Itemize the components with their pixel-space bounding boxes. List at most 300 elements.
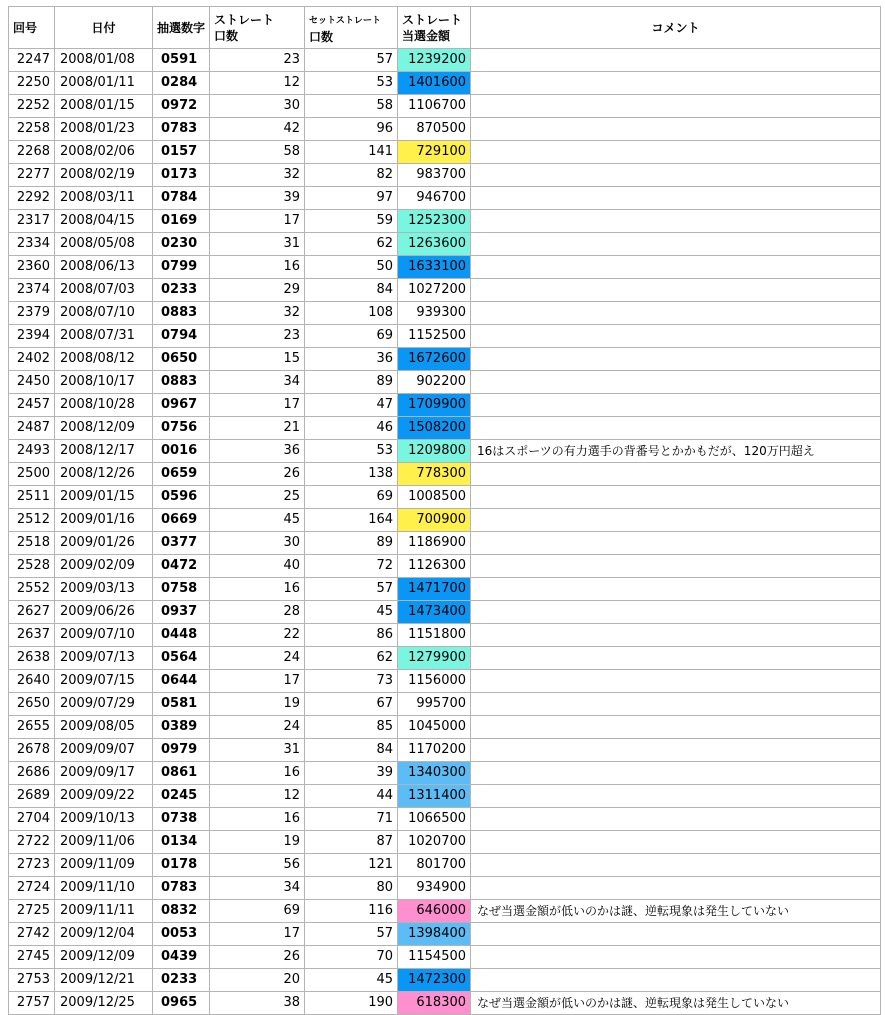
cell-date: 2009/09/17 [55,762,153,785]
cell-comment [471,72,881,95]
header-straight-count-line1: ストレート [214,12,275,27]
cell-set-straight-count: 96 [305,118,398,141]
cell-round: 2637 [9,624,55,647]
cell-straight-prize: 801700 [398,854,471,877]
header-straight-prize-line2: 当選金額 [402,28,451,43]
cell-straight-count: 17 [210,210,305,233]
cell-straight-count: 25 [210,486,305,509]
cell-date: 2009/07/29 [55,693,153,716]
cell-straight-count: 58 [210,141,305,164]
cell-set-straight-count: 82 [305,164,398,187]
cell-date: 2008/01/11 [55,72,153,95]
cell-date: 2009/11/11 [55,900,153,923]
cell-straight-prize: 1020700 [398,831,471,854]
cell-straight-count: 31 [210,233,305,256]
cell-number: 0157 [153,141,210,164]
cell-round: 2268 [9,141,55,164]
cell-round: 2638 [9,647,55,670]
table-row [9,762,881,785]
cell-set-straight-count: 53 [305,440,398,463]
cell-comment [471,509,881,532]
cell-number: 0979 [153,739,210,762]
table-row [9,325,881,348]
cell-date: 2009/01/15 [55,486,153,509]
cell-set-straight-count: 53 [305,72,398,95]
cell-round: 2511 [9,486,55,509]
cell-number: 0783 [153,118,210,141]
cell-set-straight-count: 73 [305,670,398,693]
table-row [9,256,881,279]
cell-round: 2745 [9,946,55,969]
cell-comment [471,601,881,624]
cell-comment [471,555,881,578]
cell-date: 2009/12/09 [55,946,153,969]
cell-straight-count: 22 [210,624,305,647]
cell-date: 2008/07/31 [55,325,153,348]
cell-round: 2252 [9,95,55,118]
cell-set-straight-count: 97 [305,187,398,210]
cell-date: 2009/03/13 [55,578,153,601]
cell-number: 0284 [153,72,210,95]
cell-number: 0245 [153,785,210,808]
table-row [9,394,881,417]
cell-date: 2008/07/03 [55,279,153,302]
cell-number: 0758 [153,578,210,601]
cell-number: 0439 [153,946,210,969]
cell-date: 2008/12/09 [55,417,153,440]
table-row [9,371,881,394]
table-row [9,946,881,969]
cell-set-straight-count: 47 [305,394,398,417]
cell-set-straight-count: 164 [305,509,398,532]
cell-round: 2757 [9,992,55,1015]
cell-number: 0883 [153,302,210,325]
cell-straight-prize: 1279900 [398,647,471,670]
cell-set-straight-count: 57 [305,923,398,946]
header-straight-count-line2: 口数 [214,28,239,43]
cell-date: 2008/08/12 [55,348,153,371]
table-row [9,624,881,647]
cell-comment: なぜ当選金額が低いのかは謎、逆転現象は発生していない [471,992,881,1015]
table-row [9,900,881,923]
cell-straight-count: 24 [210,647,305,670]
cell-round: 2317 [9,210,55,233]
table-row [9,118,881,141]
cell-straight-prize: 1209800 [398,440,471,463]
cell-straight-count: 26 [210,946,305,969]
cell-comment [471,624,881,647]
cell-round: 2394 [9,325,55,348]
cell-date: 2008/10/28 [55,394,153,417]
cell-straight-prize: 934900 [398,877,471,900]
cell-date: 2008/04/15 [55,210,153,233]
cell-round: 2742 [9,923,55,946]
cell-set-straight-count: 58 [305,95,398,118]
table-row [9,187,881,210]
header-set-straight-count-line1: セットストレート [309,15,381,26]
cell-number: 0472 [153,555,210,578]
cell-set-straight-count: 72 [305,555,398,578]
cell-date: 2008/01/15 [55,95,153,118]
cell-comment [471,233,881,256]
table-row [9,463,881,486]
cell-straight-count: 17 [210,923,305,946]
cell-round: 2627 [9,601,55,624]
cell-comment [471,647,881,670]
cell-comment [471,141,881,164]
cell-set-straight-count: 70 [305,946,398,969]
cell-set-straight-count: 84 [305,279,398,302]
cell-set-straight-count: 116 [305,900,398,923]
cell-set-straight-count: 80 [305,877,398,900]
cell-number: 0591 [153,49,210,72]
table-row [9,440,881,463]
cell-round: 2258 [9,118,55,141]
header-row [9,7,881,49]
cell-set-straight-count: 141 [305,141,398,164]
cell-round: 2247 [9,49,55,72]
cell-comment: 16はスポーツの有力選手の背番号とかかもだが、120万円超え [471,440,881,463]
header-set-straight-count-line2: 口数 [309,29,334,44]
table-row [9,509,881,532]
cell-straight-count: 19 [210,831,305,854]
table-row [9,601,881,624]
cell-straight-count: 20 [210,969,305,992]
cell-comment [471,256,881,279]
cell-straight-prize: 1398400 [398,923,471,946]
cell-date: 2009/12/25 [55,992,153,1015]
cell-set-straight-count: 138 [305,463,398,486]
cell-comment [471,348,881,371]
cell-comment [471,923,881,946]
cell-number: 0972 [153,95,210,118]
cell-number: 0581 [153,693,210,716]
table-row [9,739,881,762]
cell-set-straight-count: 89 [305,371,398,394]
cell-straight-prize: 618300 [398,992,471,1015]
cell-comment [471,969,881,992]
header-straight-prize-line1: ストレート [402,12,463,27]
cell-straight-prize: 1045000 [398,716,471,739]
cell-straight-prize: 983700 [398,164,471,187]
cell-straight-prize: 729100 [398,141,471,164]
cell-set-straight-count: 69 [305,325,398,348]
cell-straight-count: 30 [210,95,305,118]
table-row [9,532,881,555]
cell-comment [471,670,881,693]
cell-round: 2723 [9,854,55,877]
cell-straight-count: 32 [210,164,305,187]
cell-set-straight-count: 36 [305,348,398,371]
cell-round: 2360 [9,256,55,279]
cell-comment [471,877,881,900]
cell-straight-count: 30 [210,532,305,555]
cell-straight-prize: 1106700 [398,95,471,118]
cell-straight-prize: 646000 [398,900,471,923]
cell-straight-count: 32 [210,302,305,325]
cell-number: 0448 [153,624,210,647]
cell-comment [471,808,881,831]
cell-set-straight-count: 50 [305,256,398,279]
cell-number: 0799 [153,256,210,279]
cell-straight-prize: 902200 [398,371,471,394]
header-number: 抽選数字 [153,7,210,49]
cell-straight-count: 56 [210,854,305,877]
cell-number: 0965 [153,992,210,1015]
cell-straight-prize: 1709900 [398,394,471,417]
header-set-straight-count [305,7,398,49]
cell-number: 0169 [153,210,210,233]
cell-date: 2009/01/16 [55,509,153,532]
cell-number: 0967 [153,394,210,417]
cell-comment [471,118,881,141]
table-row [9,233,881,256]
cell-date: 2009/09/07 [55,739,153,762]
cell-date: 2008/02/19 [55,164,153,187]
cell-straight-count: 12 [210,785,305,808]
cell-number: 0134 [153,831,210,854]
cell-date: 2009/07/10 [55,624,153,647]
cell-date: 2009/09/22 [55,785,153,808]
cell-number: 0784 [153,187,210,210]
cell-straight-prize: 1239200 [398,49,471,72]
cell-comment [471,486,881,509]
cell-set-straight-count: 108 [305,302,398,325]
cell-comment [471,831,881,854]
cell-straight-prize: 1066500 [398,808,471,831]
cell-comment [471,325,881,348]
cell-comment [471,785,881,808]
cell-straight-prize: 1508200 [398,417,471,440]
cell-straight-count: 45 [210,509,305,532]
cell-number: 0178 [153,854,210,877]
cell-number: 0659 [153,463,210,486]
cell-date: 2009/01/26 [55,532,153,555]
cell-set-straight-count: 45 [305,601,398,624]
cell-straight-prize: 995700 [398,693,471,716]
cell-number: 0377 [153,532,210,555]
cell-number: 0861 [153,762,210,785]
cell-straight-prize: 1126300 [398,555,471,578]
cell-straight-count: 39 [210,187,305,210]
cell-number: 0832 [153,900,210,923]
cell-straight-count: 23 [210,49,305,72]
header-straight-count [210,7,305,49]
cell-set-straight-count: 89 [305,532,398,555]
cell-number: 0644 [153,670,210,693]
cell-straight-count: 36 [210,440,305,463]
cell-round: 2379 [9,302,55,325]
cell-straight-count: 16 [210,578,305,601]
cell-comment [471,371,881,394]
cell-set-straight-count: 57 [305,578,398,601]
cell-straight-prize: 1263600 [398,233,471,256]
cell-comment [471,716,881,739]
table-row [9,785,881,808]
cell-straight-prize: 1340300 [398,762,471,785]
cell-number: 0173 [153,164,210,187]
cell-comment [471,762,881,785]
cell-comment [471,739,881,762]
header-comment: コメント [471,7,881,49]
cell-set-straight-count: 121 [305,854,398,877]
cell-date: 2008/07/10 [55,302,153,325]
cell-straight-count: 69 [210,900,305,923]
cell-round: 2292 [9,187,55,210]
table-row [9,647,881,670]
table-row [9,693,881,716]
cell-round: 2277 [9,164,55,187]
header-date: 日付 [55,7,153,49]
cell-straight-prize: 700900 [398,509,471,532]
cell-set-straight-count: 190 [305,992,398,1015]
cell-number: 0053 [153,923,210,946]
cell-straight-prize: 1473400 [398,601,471,624]
cell-straight-prize: 1471700 [398,578,471,601]
cell-comment [471,210,881,233]
cell-set-straight-count: 84 [305,739,398,762]
cell-number: 0233 [153,969,210,992]
cell-straight-count: 34 [210,877,305,900]
cell-date: 2008/02/06 [55,141,153,164]
cell-round: 2753 [9,969,55,992]
cell-comment [471,946,881,969]
cell-number: 0564 [153,647,210,670]
cell-set-straight-count: 45 [305,969,398,992]
table-row [9,210,881,233]
cell-round: 2724 [9,877,55,900]
cell-date: 2008/10/17 [55,371,153,394]
cell-date: 2009/11/10 [55,877,153,900]
cell-set-straight-count: 87 [305,831,398,854]
cell-straight-prize: 1633100 [398,256,471,279]
table-row [9,716,881,739]
cell-set-straight-count: 57 [305,49,398,72]
cell-straight-prize: 946700 [398,187,471,210]
cell-straight-prize: 778300 [398,463,471,486]
cell-round: 2457 [9,394,55,417]
cell-straight-count: 26 [210,463,305,486]
cell-straight-prize: 1027200 [398,279,471,302]
cell-set-straight-count: 59 [305,210,398,233]
cell-straight-prize: 1401600 [398,72,471,95]
cell-set-straight-count: 62 [305,233,398,256]
cell-date: 2008/12/26 [55,463,153,486]
cell-date: 2009/12/04 [55,923,153,946]
cell-comment [471,95,881,118]
header-round: 回号 [9,7,55,49]
cell-date: 2008/01/08 [55,49,153,72]
table-row [9,141,881,164]
table-row [9,923,881,946]
table-row [9,969,881,992]
cell-straight-count: 16 [210,762,305,785]
table-body [9,49,881,1015]
cell-number: 0669 [153,509,210,532]
table-row [9,302,881,325]
cell-comment [471,302,881,325]
cell-set-straight-count: 86 [305,624,398,647]
results-table [8,6,881,1015]
cell-straight-prize: 1156000 [398,670,471,693]
cell-comment [471,693,881,716]
table-row [9,578,881,601]
cell-date: 2009/07/13 [55,647,153,670]
cell-set-straight-count: 69 [305,486,398,509]
cell-number: 0389 [153,716,210,739]
cell-straight-prize: 870500 [398,118,471,141]
cell-number: 0233 [153,279,210,302]
cell-comment [471,532,881,555]
cell-round: 2250 [9,72,55,95]
cell-straight-count: 38 [210,992,305,1015]
cell-date: 2009/10/13 [55,808,153,831]
table-row [9,808,881,831]
cell-set-straight-count: 67 [305,693,398,716]
cell-comment [471,187,881,210]
cell-round: 2374 [9,279,55,302]
cell-round: 2500 [9,463,55,486]
cell-comment [471,578,881,601]
cell-date: 2009/02/09 [55,555,153,578]
cell-comment [471,854,881,877]
cell-straight-count: 42 [210,118,305,141]
cell-round: 2655 [9,716,55,739]
cell-date: 2009/06/26 [55,601,153,624]
cell-straight-prize: 1151800 [398,624,471,647]
cell-straight-count: 15 [210,348,305,371]
cell-straight-prize: 1154500 [398,946,471,969]
table-row [9,348,881,371]
cell-straight-count: 16 [210,808,305,831]
cell-straight-count: 40 [210,555,305,578]
cell-number: 0756 [153,417,210,440]
cell-round: 2689 [9,785,55,808]
cell-date: 2009/11/09 [55,854,153,877]
cell-straight-count: 24 [210,716,305,739]
cell-straight-count: 23 [210,325,305,348]
header-straight-prize [398,7,471,49]
cell-date: 2008/05/08 [55,233,153,256]
cell-round: 2450 [9,371,55,394]
cell-date: 2009/12/21 [55,969,153,992]
cell-comment [471,394,881,417]
cell-straight-count: 29 [210,279,305,302]
table-row [9,486,881,509]
table-row [9,164,881,187]
cell-round: 2650 [9,693,55,716]
cell-straight-prize: 1252300 [398,210,471,233]
table-row [9,877,881,900]
table-row [9,417,881,440]
cell-comment [471,279,881,302]
cell-date: 2008/03/11 [55,187,153,210]
cell-straight-prize: 1152500 [398,325,471,348]
table-row [9,95,881,118]
cell-date: 2009/07/15 [55,670,153,693]
cell-set-straight-count: 44 [305,785,398,808]
cell-straight-count: 28 [210,601,305,624]
cell-straight-count: 17 [210,670,305,693]
table-row [9,670,881,693]
cell-straight-count: 19 [210,693,305,716]
cell-straight-count: 12 [210,72,305,95]
cell-round: 2640 [9,670,55,693]
cell-round: 2704 [9,808,55,831]
cell-number: 0783 [153,877,210,900]
table-row [9,72,881,95]
table-row [9,992,881,1015]
